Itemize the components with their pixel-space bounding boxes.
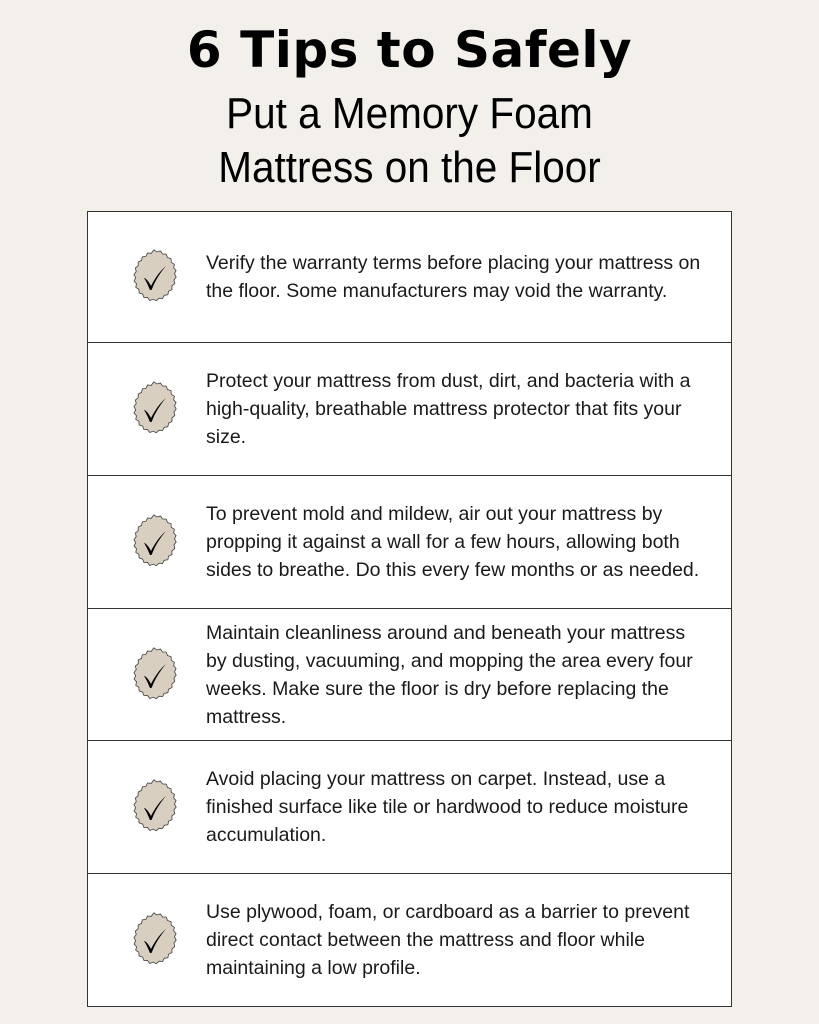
tip-text: Avoid placing your mattress on carpet. Instead, use a finished surface like tile or hardwood to reduce moisture accumulation. [206, 768, 689, 846]
tip-item-2 [87, 343, 732, 476]
checkmark-badge-icon [124, 777, 184, 837]
tip-item-4 [87, 609, 732, 741]
checkmark-badge-icon [124, 247, 184, 307]
page-subtitle-line-1: Put a Memory Foam [226, 89, 593, 138]
tip-item-1 [87, 211, 732, 343]
tip-item-3 [87, 476, 732, 609]
tip-item-6 [87, 874, 732, 1007]
tip-item-5 [87, 741, 732, 874]
checkmark-badge-icon [124, 512, 184, 572]
checkmark-badge-icon [124, 645, 184, 705]
tip-text: Use plywood, foam, or cardboard as a barrier to prevent direct contact between the mattress and floor while maintaining a low profile. [206, 901, 690, 979]
checkmark-badge-icon [124, 910, 184, 970]
tip-text: Protect your mattress from dust, dirt, and bacteria with a high-quality, breathable mattress protector that fits your size. [206, 370, 691, 448]
tip-text: Verify the warranty terms before placing your mattress on the floor. Some manufacturers may void the warranty. [206, 252, 701, 302]
page-subtitle-line-2: Mattress on the Floor [218, 143, 601, 192]
tip-text: To prevent mold and mildew, air out your mattress by propping it against a wall for a few hours, allowing both sides to breathe. Do this every few months or as needed. [206, 503, 700, 581]
tip-text: Maintain cleanliness around and beneath your mattress by dusting, vacuuming, and mopping the area every four weeks. Make sure the floor is dry before replacing the mattress. [206, 621, 693, 728]
tips-list [87, 211, 732, 1007]
page-title: 6 Tips to Safely [186, 21, 633, 79]
checkmark-badge-icon [124, 379, 184, 439]
